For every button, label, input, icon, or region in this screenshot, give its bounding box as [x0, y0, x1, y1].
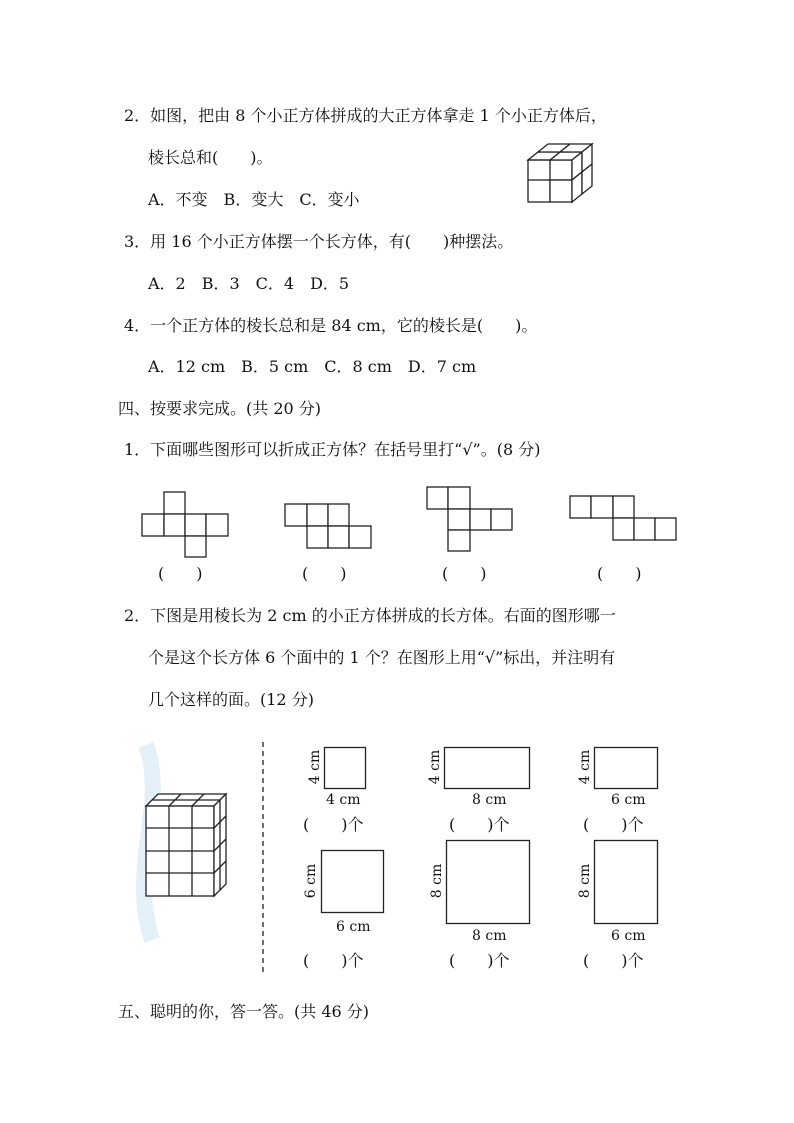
face-4-answer[interactable]: ( )个	[303, 951, 364, 970]
s4-q2-line1: 2．下图是用棱长为 2 cm 的小正方体拼成的长方体。右面的图形哪一	[124, 606, 616, 625]
face-6-width-label: 6 cm	[611, 928, 646, 944]
face-4x6[interactable]	[594, 747, 658, 789]
q4-stem: 4．一个正方体的棱长总和是 84 cm，它的棱长是( )。	[124, 316, 538, 335]
cube-net-1	[142, 492, 232, 562]
cube-net-3	[427, 487, 517, 555]
s4-q2-line3: 几个这样的面。(12 分)	[148, 690, 314, 709]
section5-title: 五、聪明的你，答一答。(共 46 分)	[118, 1002, 370, 1021]
dashed-divider	[262, 742, 264, 972]
q2-stem-line1: 2．如图，把由 8 个小正方体拼成的大正方体拿走 1 个小正方体后，	[124, 106, 607, 125]
q3-options: A．2 B．3 C．4 D．5	[148, 274, 350, 293]
face-4-width-label: 6 cm	[336, 919, 371, 935]
q2-stem-line2: 棱长总和( )。	[148, 148, 273, 167]
face-3-width-label: 6 cm	[611, 792, 646, 808]
face-6-answer[interactable]: ( )个	[583, 951, 644, 970]
net-3-answer-blank[interactable]: ( )	[442, 564, 487, 583]
s4-q1-stem: 1．下面哪些图形可以折成正方体？在括号里打“√”。(8 分)	[124, 440, 541, 459]
net-1-answer-blank[interactable]: ( )	[158, 564, 203, 583]
section4-title: 四、按要求完成。(共 20 分)	[118, 399, 322, 418]
face-5-width-label: 8 cm	[472, 928, 507, 944]
face-5-answer[interactable]: ( )个	[449, 951, 510, 970]
q3-stem: 3．用 16 个小正方体摆一个长方体，有( )种摆法。	[124, 232, 514, 251]
net-4-answer-blank[interactable]: ( )	[597, 564, 642, 583]
face-2-answer[interactable]: ( )个	[449, 815, 510, 834]
face-8x8[interactable]	[446, 840, 530, 924]
cube-net-4	[570, 496, 680, 544]
face-1-width-label: 4 cm	[326, 792, 361, 808]
face-4x4[interactable]	[324, 747, 366, 789]
face-3-answer[interactable]: ( )个	[583, 815, 644, 834]
face-6x6[interactable]	[321, 850, 384, 913]
face-1-answer[interactable]: ( )个	[303, 815, 364, 834]
cube-net-2	[285, 504, 375, 552]
q4-options: A．12 cm B．5 cm C．8 cm D．7 cm	[148, 357, 477, 376]
face-1-height-label: 4 cm	[307, 749, 324, 785]
face-6-height-label: 8 cm	[577, 863, 594, 899]
net-2-answer-blank[interactable]: ( )	[302, 564, 347, 583]
s4-q2-line2: 个是这个长方体 6 个面中的 1 个？在图形上用“√”标出，并注明有	[148, 648, 616, 667]
face-4x8[interactable]	[444, 747, 530, 789]
cuboid-figure	[140, 790, 240, 900]
face-4-height-label: 6 cm	[303, 863, 320, 899]
face-2-width-label: 8 cm	[472, 792, 507, 808]
face-5-height-label: 8 cm	[429, 863, 446, 899]
face-2-height-label: 4 cm	[427, 749, 444, 785]
q2-options: A．不变 B．变大 C．变小	[148, 190, 360, 209]
face-3-height-label: 4 cm	[577, 749, 594, 785]
face-8x6[interactable]	[594, 840, 658, 924]
cube-figure	[520, 140, 590, 210]
